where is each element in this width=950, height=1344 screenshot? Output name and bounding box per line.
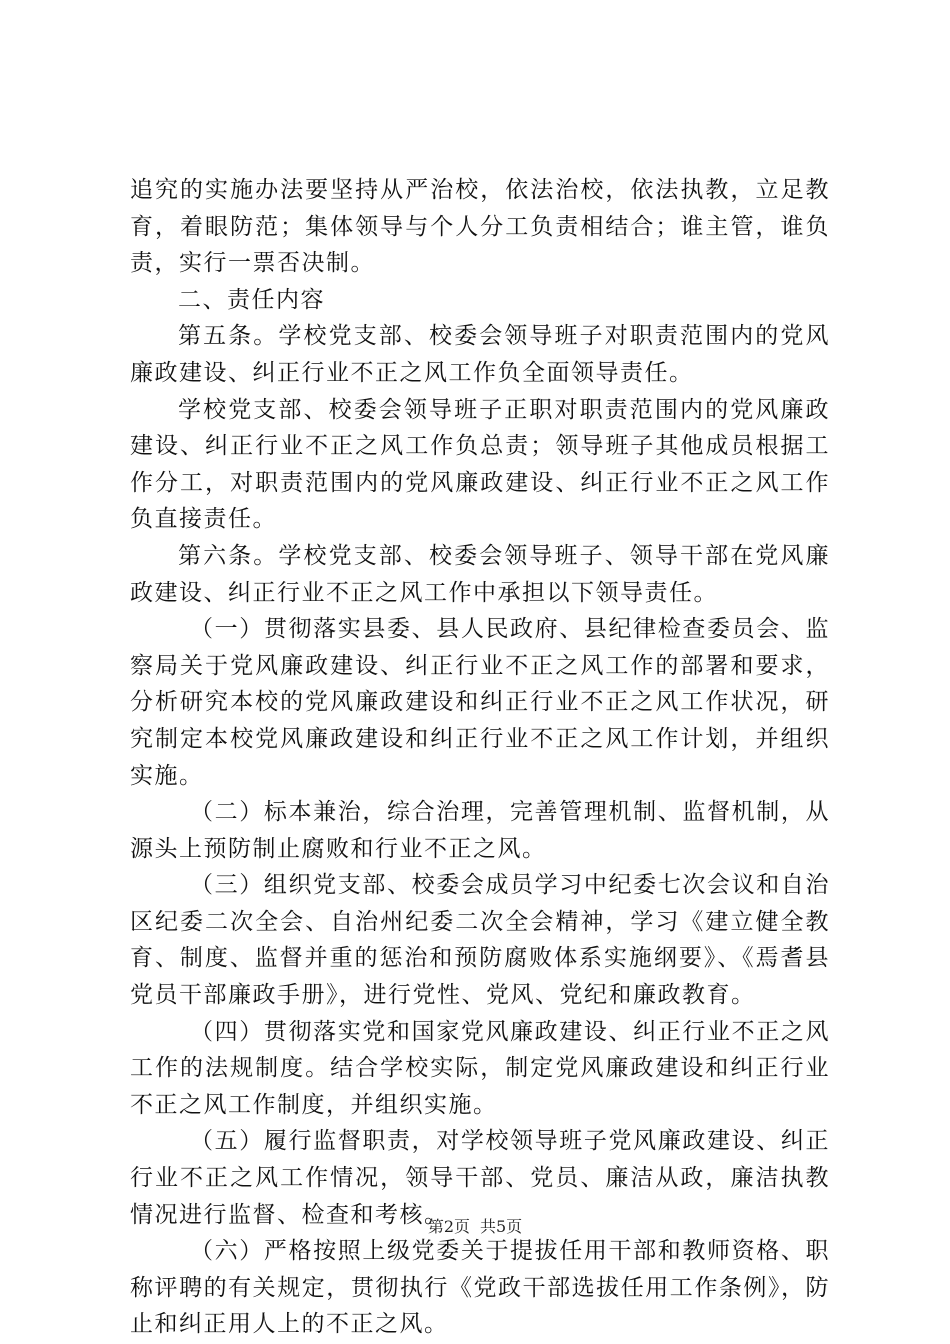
item-2: （二）标本兼治，综合治理，完善管理机制、监督机制，从源头上预防制止腐败和行业不正之风。 bbox=[130, 799, 830, 862]
document-body bbox=[130, 172, 830, 1343]
item-1: （一）贯彻落实县委、县人民政府、县纪律检查委员会、监察局关于党风廉政建设、纠正行业不正之风工作的部署和要求，分析研究本校的党风廉政建设和纠正行业不正之风工作状况，研究制定本校党风廉政建设和纠正行业不正之风工作计划，并组织实施。 bbox=[130, 616, 830, 789]
item-5: （五）履行监督职责，对学校领导班子党风廉政建设、纠正行业不正之风工作情况，领导干部、党员、廉洁从政，廉洁执教情况进行监督、检查和考核。 bbox=[130, 1128, 830, 1228]
article-5: 第五条。学校党支部、校委会领导班子对职责范围内的党风廉政建设、纠正行业不正之风工作负全面领导责任。 bbox=[130, 323, 830, 386]
paragraph-continuation: 追究的实施办法要坚持从严治校，依法治校，依法执教，立足教育，着眼防范；集体领导与个人分工负责相结合；谁主管，谁负责，实行一票否决制。 bbox=[130, 177, 830, 277]
item-3: （三）组织党支部、校委会成员学习中纪委七次会议和自治区纪委二次全会、自治州纪委二次全会精神，学习《建立健全教育、制度、监督并重的惩治和预防腐败体系实施纲要》、《焉耆县党员干部廉政手册》，进行党性、党风、党纪和廉政教育。 bbox=[130, 872, 830, 1009]
page-number: 第2页 bbox=[427, 1217, 470, 1236]
item-4: （四）贯彻落实党和国家党风廉政建设、纠正行业不正之风工作的法规制度。结合学校实际，制定党风廉政建设和纠正行业不正之风工作制度，并组织实施。 bbox=[130, 1018, 830, 1118]
item-6: （六）严格按照上级党委关于提拔任用干部和教师资格、职称评聘的有关规定，贯彻执行《党政干部选拔任用工作条例》，防止和纠正用人上的不正之风。 bbox=[130, 1238, 830, 1338]
page-total: 共5页 bbox=[480, 1217, 523, 1236]
article-6: 第六条。学校党支部、校委会领导班子、领导干部在党风廉政建设、纠正行业不正之风工作中承担以下领导责任。 bbox=[130, 542, 830, 606]
article-5-detail: 学校党支部、校委会领导班子正职对职责范围内的党风廉政建设、纠正行业不正之风工作负总责；领导班子其他成员根据工作分工，对职责范围内的党风廉政建设、纠正行业不正之风工作负直接责任。 bbox=[130, 396, 830, 533]
page-footer bbox=[0, 1216, 950, 1238]
section-heading-responsibilities: 二、责任内容 bbox=[178, 286, 325, 313]
